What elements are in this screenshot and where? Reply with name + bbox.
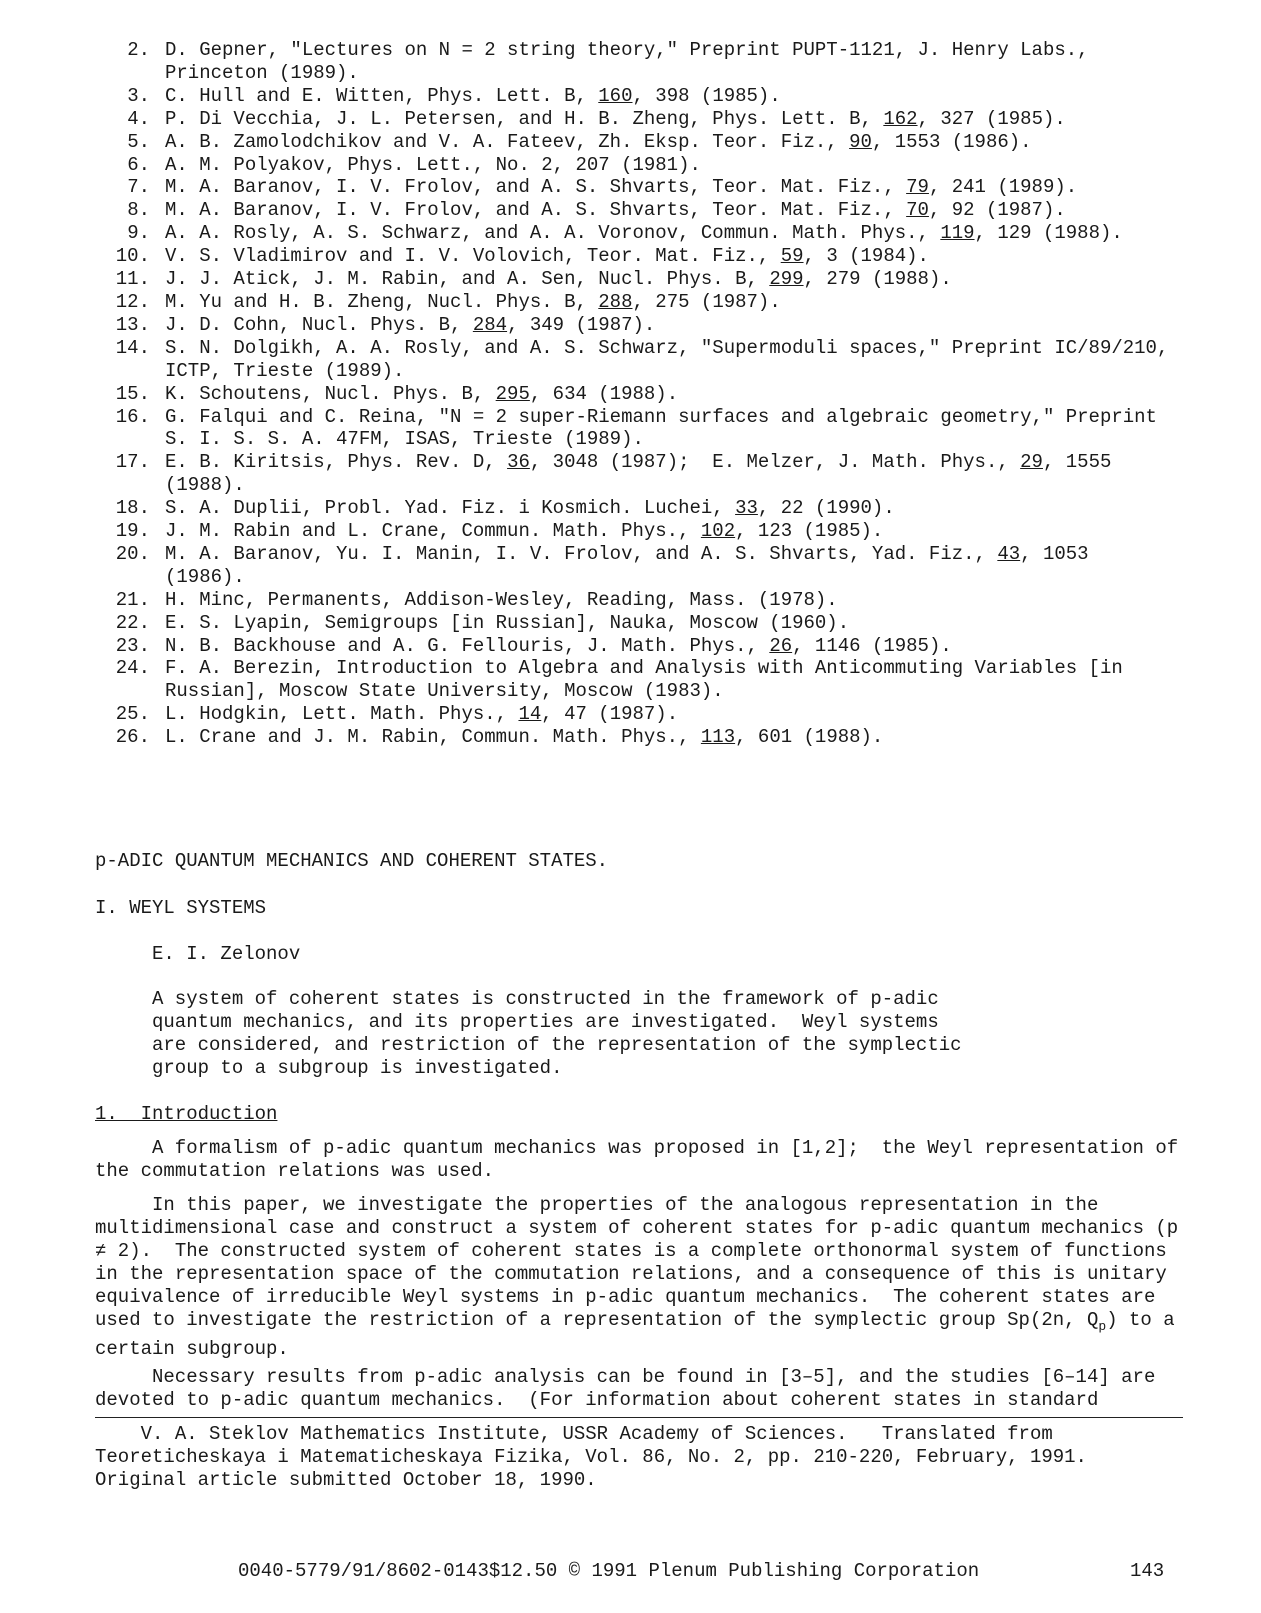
reference-part: , 123 (1985). <box>735 520 884 543</box>
reference-text <box>165 635 1215 658</box>
reference-number: 24. <box>115 657 150 680</box>
reference-item <box>95 703 1215 726</box>
reference-text <box>165 726 1215 749</box>
paragraph-2-subscript: p <box>1098 1318 1107 1334</box>
abstract: A system of coherent states is constructed in the framework of p-adic quantum mechanics, and its properties are investigated. Weyl systems are considered, and restriction of the representation of the symplectic group to a subgroup is investigated. <box>152 988 962 1079</box>
reference-part: S. A. Duplii, Probl. Yad. Fiz. i Kosmich. Luchei, <box>165 497 736 520</box>
reference-number: 17. <box>115 451 150 474</box>
volume-number: 160 <box>598 84 633 107</box>
reference-item <box>95 245 1215 268</box>
reference-text: G. Falqui and C. Reina, "N = 2 super-Riemann surfaces and algebraic geometry," Preprint S. I. S. S. A. 47FM, ISAS, Trieste (1989). <box>165 405 1157 451</box>
volume-number: 36 <box>507 451 530 474</box>
reference-number: 8. <box>127 199 150 222</box>
reference-part: C. Hull and E. Witten, Phys. Lett. B, <box>165 84 599 107</box>
reference-item <box>95 222 1215 245</box>
reference-part: M. A. Baranov, I. V. Frolov, and A. S. Shvarts, Teor. Mat. Fiz., <box>165 176 907 199</box>
reference-part: M. Yu and H. B. Zheng, Nucl. Phys. B, <box>165 290 599 313</box>
reference-number: 11. <box>115 268 150 291</box>
volume-number: 29 <box>1020 451 1043 474</box>
reference-item <box>95 657 1215 703</box>
reference-number: 2. <box>127 39 150 61</box>
reference-part: A. A. Rosly, A. S. Schwarz, and A. A. Voronov, Commun. Math. Phys., <box>165 222 941 245</box>
reference-text: D. Gepner, "Lectures on N = 2 string theory," Preprint PUPT-1121, J. Henry Labs., Princeton (1989). <box>165 39 1089 84</box>
reference-item <box>95 314 1215 337</box>
reference-number: 23. <box>115 634 150 657</box>
article-author: E. I. Zelonov <box>152 943 301 965</box>
reference-item <box>95 543 1215 589</box>
reference-part: , 22 (1990). <box>757 497 895 520</box>
reference-number: 7. <box>127 176 150 199</box>
volume-number: 43 <box>997 542 1021 565</box>
reference-part: , 241 (1989). <box>928 176 1078 199</box>
reference-part: , 129 (1988). <box>974 222 1123 245</box>
reference-text: E. S. Lyapin, Semigroups [in Russian], Nauka, Moscow (1960). <box>165 611 850 634</box>
reference-part: , 1053 (1986). <box>165 542 1089 588</box>
volume-number: 79 <box>906 176 929 199</box>
volume-number: 119 <box>940 222 975 245</box>
page-number: 143 <box>1130 1560 1165 1582</box>
reference-number: 18. <box>115 497 150 520</box>
reference-item <box>95 383 1215 406</box>
volume-number: 113 <box>700 726 736 749</box>
reference-item <box>95 589 1215 612</box>
volume-number: 288 <box>598 290 633 313</box>
reference-part: , 3048 (1987); E. Melzer, J. Math. Phys., <box>529 451 1021 474</box>
reference-item <box>95 291 1215 314</box>
reference-part: , 1555 (1988). <box>165 451 1112 497</box>
volume-number: 14 <box>518 703 542 726</box>
reference-part: N. B. Backhouse and A. G. Fellouris, J. Math. Phys., <box>165 634 770 657</box>
copyright-line: 0040-5779/91/8602-0143$12.50 © 1991 Plenum Publishing Corporation <box>238 1560 980 1582</box>
reference-item <box>95 612 1215 635</box>
volume-number: 33 <box>735 497 758 520</box>
reference-part: V. S. Vladimirov and I. V. Volovich, Teor. Mat. Fiz., <box>165 245 781 268</box>
reference-item <box>95 154 1215 177</box>
reference-item <box>95 406 1215 452</box>
reference-number: 6. <box>127 153 150 176</box>
reference-text: F. A. Berezin, Introduction to Algebra and Analysis with Anticommuting Variables [in Russian], Moscow State University, Moscow (1983). <box>165 657 1123 703</box>
reference-text: S. N. Dolgikh, A. A. Rosly, and A. S. Schwarz, "Supermoduli spaces," Preprint IC/89/210, ICTP, Trieste (1989). <box>165 336 1169 382</box>
reference-part: , 92 (1987). <box>928 199 1066 222</box>
section-heading <box>95 1103 277 1126</box>
reference-item <box>95 199 1215 222</box>
reference-part: , 601 (1988). <box>735 726 884 749</box>
reference-text: H. Minc, Permanents, Addison-Wesley, Reading, Mass. (1978). <box>165 588 838 611</box>
reference-text <box>165 131 1215 154</box>
reference-part: , 349 (1987). <box>507 313 656 336</box>
reference-item <box>95 337 1215 383</box>
reference-number: 22. <box>115 611 150 634</box>
reference-text <box>165 703 1215 726</box>
volume-number: 295 <box>495 382 530 405</box>
reference-text <box>165 520 1215 543</box>
reference-part: J. J. Atick, J. M. Rabin, and A. Sen, Nucl. Phys. B, <box>165 268 770 291</box>
volume-number: 284 <box>472 313 508 336</box>
reference-part: , 1553 (1986). <box>871 130 1032 153</box>
reference-item <box>95 635 1215 658</box>
reference-text <box>165 199 1215 222</box>
reference-item <box>95 39 1215 85</box>
reference-part: A. B. Zamolodchikov and V. A. Fateev, Zh. Eksp. Teor. Fiz., <box>165 130 850 153</box>
reference-text <box>165 543 1215 589</box>
volume-number: 70 <box>906 199 929 222</box>
reference-number: 26. <box>115 726 150 749</box>
reference-text: A. M. Polyakov, Phys. Lett., No. 2, 207 (1981). <box>165 153 701 176</box>
reference-item <box>95 85 1215 108</box>
footnote-rule <box>95 1417 1183 1418</box>
reference-number: 25. <box>115 703 150 726</box>
reference-part: L. Crane and J. M. Rabin, Commun. Math. Phys., <box>165 726 701 749</box>
footnote: V. A. Steklov Mathematics Institute, USSR Academy of Sciences. Translated from Teoreticheskaya i Matematicheskaya Fizika, Vol. 86, No. 2, pp. 210-220, February, 1991. Original article submitted October 18, 1990. <box>95 1423 1087 1491</box>
reference-item <box>95 497 1215 520</box>
volume-number: 299 <box>769 268 804 291</box>
reference-text <box>165 108 1215 131</box>
reference-item <box>95 108 1215 131</box>
reference-item <box>95 131 1215 154</box>
reference-item <box>95 451 1215 497</box>
reference-part: L. Hodgkin, Lett. Math. Phys., <box>165 703 519 726</box>
reference-text <box>165 176 1215 199</box>
reference-text <box>165 85 1215 108</box>
volume-number: 90 <box>849 130 872 153</box>
reference-item <box>95 520 1215 543</box>
reference-part: , 3 (1984). <box>803 245 929 268</box>
reference-part: , 398 (1985). <box>632 84 781 107</box>
reference-text <box>165 383 1215 406</box>
reference-part: M. A. Baranov, Yu. I. Manin, I. V. Frolov, and A. S. Shvarts, Yad. Fiz., <box>165 542 998 565</box>
reference-number: 4. <box>127 107 150 130</box>
article-subtitle: I. WEYL SYSTEMS <box>95 897 267 919</box>
reference-number: 20. <box>115 542 150 565</box>
reference-part: J. D. Cohn, Nucl. Phys. B, <box>165 313 473 336</box>
paragraph-1: A formalism of p-adic quantum mechanics was proposed in [1,2]; the Weyl representation of the commutation relations was used. <box>95 1137 1190 1182</box>
reference-item <box>95 176 1215 199</box>
article-title: p-ADIC QUANTUM MECHANICS AND COHERENT STATES. <box>95 850 609 872</box>
reference-number: 16. <box>115 405 150 428</box>
paragraph-3: Necessary results from p-adic analysis can be found in [3–5], and the studies [6–14] are devoted to p-adic quantum mechanics. (For information about coherent states in standard <box>95 1366 1167 1411</box>
reference-part: , 634 (1988). <box>529 382 679 405</box>
reference-number: 14. <box>115 336 150 359</box>
reference-item <box>95 726 1215 749</box>
reference-part: P. Di Vecchia, J. L. Petersen, and H. B. Zheng, Phys. Lett. B, <box>165 107 884 130</box>
reference-number: 3. <box>127 84 150 107</box>
reference-part: K. Schoutens, Nucl. Phys. B, <box>165 382 496 405</box>
volume-number: 102 <box>700 520 736 543</box>
reference-number: 19. <box>115 520 150 543</box>
reference-text <box>165 451 1215 497</box>
reference-text <box>165 222 1215 245</box>
reference-number: 21. <box>115 588 150 611</box>
volume-number: 162 <box>883 107 918 130</box>
reference-number: 12. <box>115 290 150 313</box>
reference-item <box>95 268 1215 291</box>
reference-number: 10. <box>115 245 150 268</box>
reference-number: 13. <box>115 313 150 336</box>
reference-part: E. B. Kiritsis, Phys. Rev. D, <box>165 451 508 474</box>
reference-part: , 275 (1987). <box>632 290 781 313</box>
reference-text <box>165 291 1215 314</box>
reference-part: J. M. Rabin and L. Crane, Commun. Math. Phys., <box>165 520 701 543</box>
paragraph-2-text: In this paper, we investigate the properties of the analogous representation in the multidimensional case and construct a system of coherent states for p-adic quantum mechanics (p ≠ 2). The constructed system of coherent states is a complete orthonormal system of functions in the representation space of the commutation relations, and a consequence of this is unitary equivalence of irreducible Weyl systems in p-adic quantum mechanics. The coherent states are used to investigate the restriction of a representation of the symplectic group Sp(2n, Q <box>95 1194 1190 1331</box>
references-list <box>95 39 1215 749</box>
reference-number: 15. <box>115 382 150 405</box>
volume-number: 59 <box>780 245 804 268</box>
reference-part: , 279 (1988). <box>803 268 952 291</box>
reference-text <box>165 245 1215 268</box>
reference-part: , 1146 (1985). <box>792 634 952 657</box>
reference-part: , 47 (1987). <box>541 703 679 726</box>
reference-part: M. A. Baranov, I. V. Frolov, and A. S. Shvarts, Teor. Mat. Fiz., <box>165 199 907 222</box>
reference-number: 9. <box>127 222 150 245</box>
reference-text <box>165 497 1215 520</box>
section-heading-text: 1. Introduction <box>95 1103 278 1125</box>
reference-text <box>165 314 1215 337</box>
paragraph-2 <box>95 1194 1190 1361</box>
reference-part: , 327 (1985). <box>917 107 1066 130</box>
reference-text <box>165 268 1215 291</box>
reference-number: 5. <box>127 130 150 153</box>
volume-number: 26 <box>769 634 793 657</box>
paragraph-2-tail: ) to a certain subgroup. <box>95 1308 1187 1361</box>
